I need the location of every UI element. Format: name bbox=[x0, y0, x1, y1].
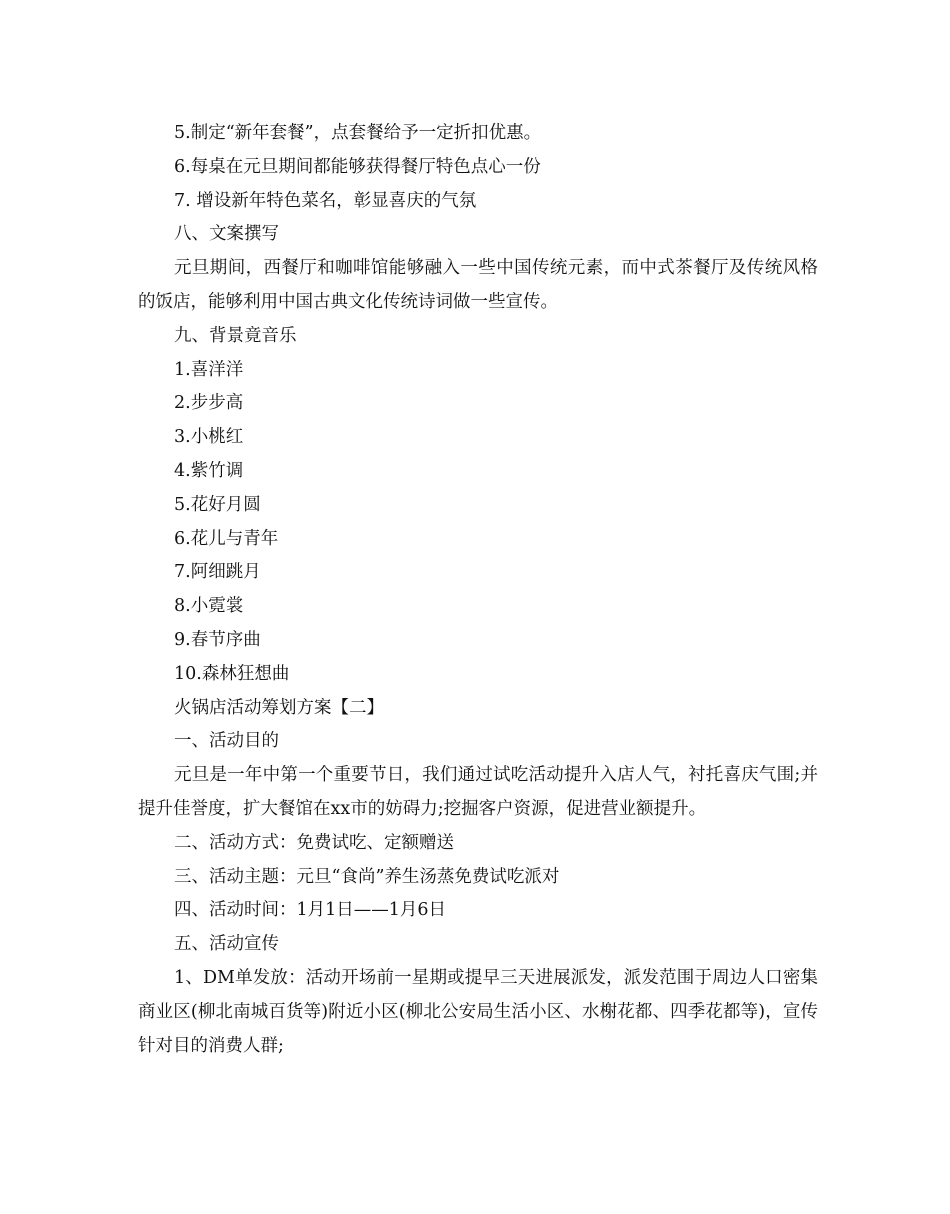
paragraph-item: 6.每桌在元旦期间都能够获得餐厅特色点心一份 bbox=[174, 156, 541, 177]
document-body bbox=[138, 117, 818, 1063]
section-heading: 二、活动方式：免费试吃、定额赠送 bbox=[174, 832, 454, 853]
list-item: 8.小霓裳 bbox=[174, 596, 244, 617]
list-item: 6.花儿与青年 bbox=[174, 528, 279, 549]
paragraph-item: 7. 增设新年特色菜名，彰显喜庆的气氛 bbox=[174, 190, 477, 211]
list-item: 7.阿细跳月 bbox=[174, 562, 261, 583]
section-heading: 一、活动目的 bbox=[174, 731, 279, 752]
section-heading: 八、文案撰写 bbox=[174, 224, 279, 245]
section-heading: 五、活动宣传 bbox=[174, 934, 279, 955]
paragraph-text: 元旦期间，西餐厅和咖啡馆能够融入一些中国传统元素，而中式茶餐厅及传统风格的饭店，能够利用中国古典文化传统诗词做一些宣传。 bbox=[138, 258, 818, 312]
document-title: 火锅店活动筹划方案【二】 bbox=[174, 697, 384, 718]
list-item: 3.小桃红 bbox=[174, 427, 244, 448]
list-item: 10.森林狂想曲 bbox=[174, 663, 290, 684]
paragraph-text: 1、DM单发放：活动开场前一星期或提早三天进展派发，派发范围于周边人口密集商业区(柳北南城百货等)附近小区(柳北公安局生活小区、水榭花都、四季花都等)，宣传针对目的消费人群; bbox=[138, 967, 818, 1056]
paragraph-text: 元旦是一年中第一个重要节日，我们通过试吃活动提升入店人气，衬托喜庆气围;并提升佳誉度，扩大餐馆在xx市的妨碍力;挖掘客户资源，促进营业额提升。 bbox=[138, 765, 818, 819]
list-item: 1.喜洋洋 bbox=[174, 359, 244, 380]
list-item: 4.紫竹调 bbox=[174, 460, 244, 481]
section-heading: 四、活动时间：1月1日——1月6日 bbox=[174, 900, 447, 921]
list-item: 9.春节序曲 bbox=[174, 629, 261, 650]
list-item: 5.花好月圆 bbox=[174, 494, 261, 515]
section-heading: 三、活动主题：元旦“食尚”养生汤蒸免费试吃派对 bbox=[174, 866, 560, 887]
section-heading: 九、背景竟音乐 bbox=[174, 325, 297, 346]
list-item: 2.步步高 bbox=[174, 393, 244, 414]
paragraph-item: 5.制定“新年套餐”，点套餐给予一定折扣优惠。 bbox=[174, 123, 542, 143]
